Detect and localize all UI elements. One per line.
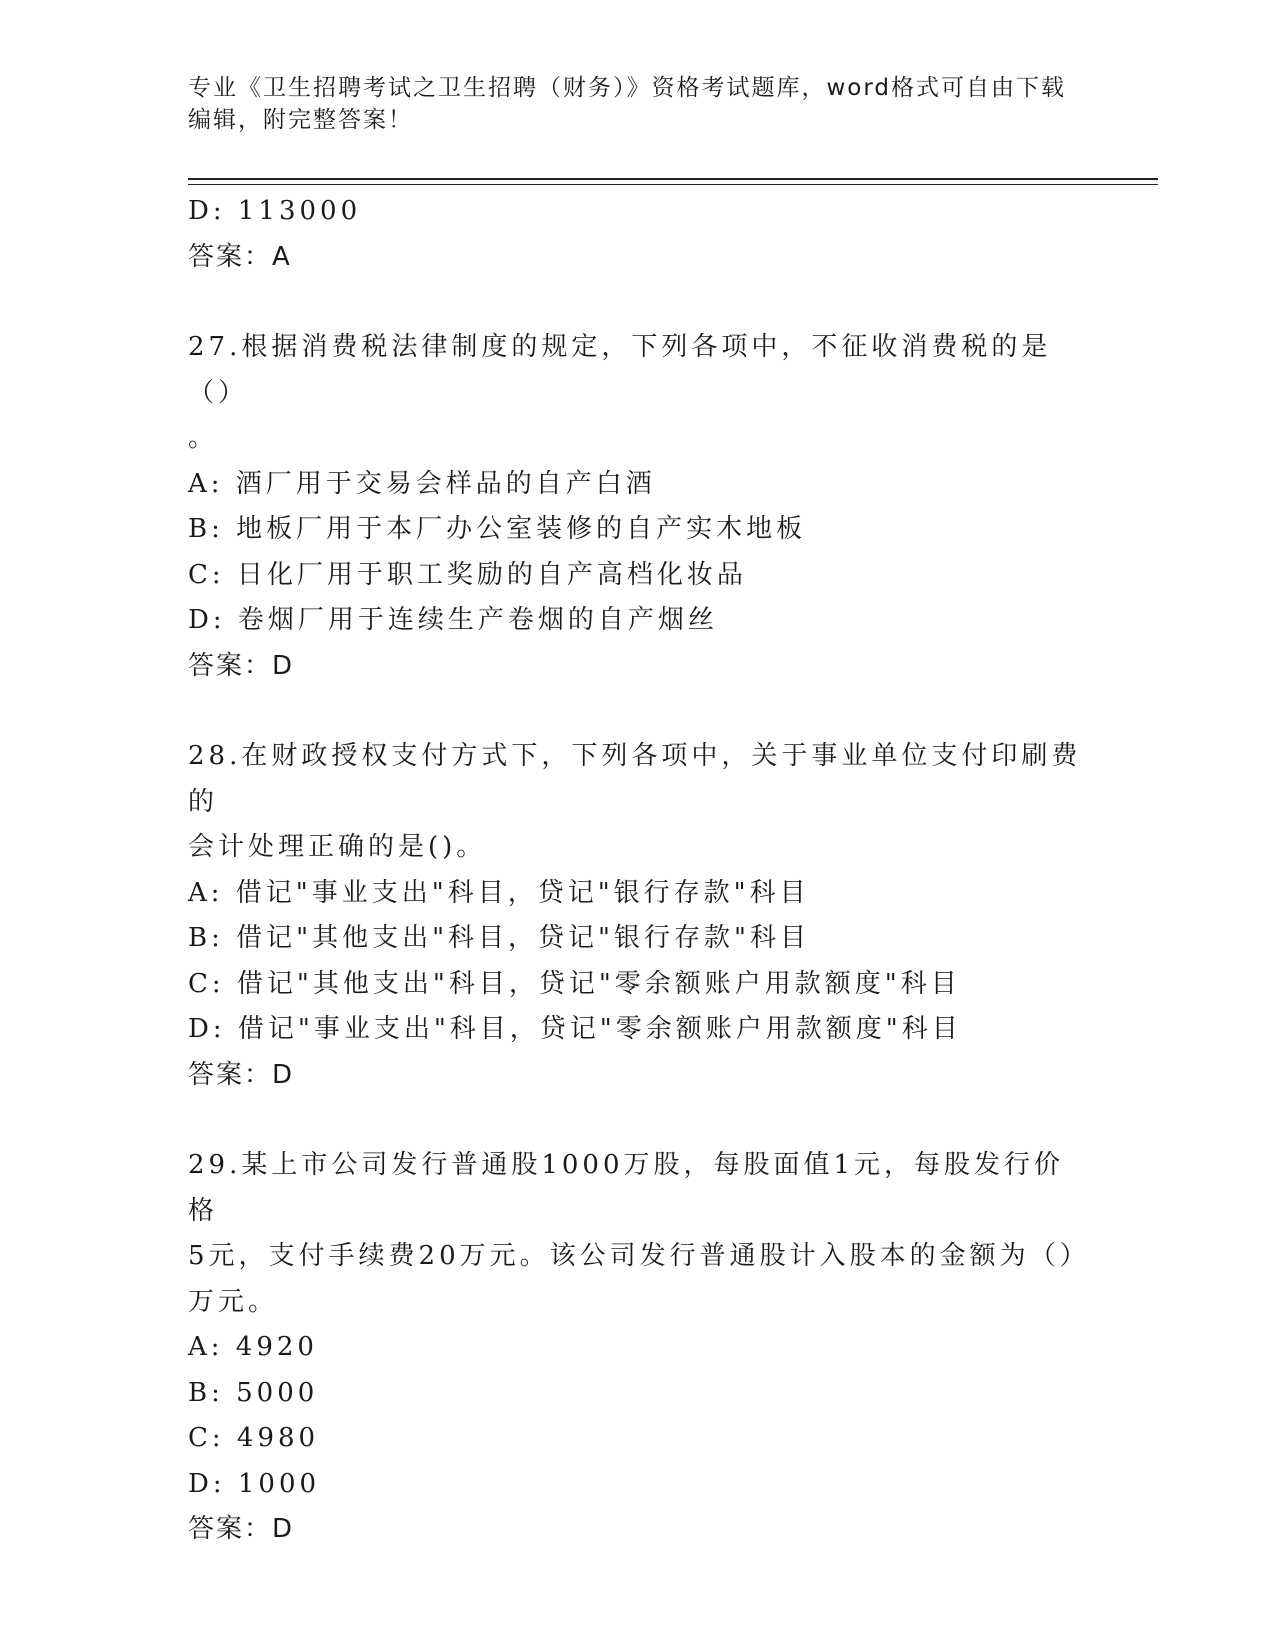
answer-line: 答案：D xyxy=(188,1514,295,1544)
option-a: A: 借记"事业支出"科目，贷记"银行存款"科目 xyxy=(188,877,810,908)
option-b: B: 5000 xyxy=(188,1377,319,1408)
option-a: A: 4920 xyxy=(188,1332,318,1362)
option-b: B: 借记"其他支出"科目，贷记"银行存款"科目 xyxy=(188,923,810,953)
spacer xyxy=(188,1098,1088,1143)
option-c: C: 日化厂用于职工奖励的自产高档化妆品 xyxy=(188,559,747,590)
header-divider-thick xyxy=(188,178,1158,180)
option-c: C: 4980 xyxy=(188,1423,320,1453)
option-a: A: 酒厂用于交易会样品的自产白酒 xyxy=(188,468,656,499)
option-c: C: 借记"其他支出"科目，贷记"零余额账户用款额度"科目 xyxy=(188,968,961,999)
header-line-1: 专业《卫生招聘考试之卫生招聘（财务）》资格考试题库，word格式可自由下载 xyxy=(188,75,1067,101)
question-29 xyxy=(188,1143,1088,1553)
question-stem-continued: 万元。 xyxy=(188,1286,279,1317)
question-27 xyxy=(188,325,1088,689)
question-28 xyxy=(188,734,1088,1098)
question-stem: 27.根据消费税法律制度的规定，下列各项中，不征收消费税的是（） xyxy=(188,332,1052,408)
header-line-2: 编辑，附完整答案！ xyxy=(188,107,413,133)
document-header xyxy=(188,72,1088,136)
question-stem-continued: 。 xyxy=(188,423,219,453)
question-stem: 28.在财政授权支付方式下，下列各项中，关于事业单位支付印刷费的 xyxy=(188,741,1082,817)
question-26-tail xyxy=(188,189,1088,280)
question-stem: 29.某上市公司发行普通股1000万股，每股面值1元，每股发行价格 xyxy=(188,1150,1065,1226)
option-b: B: 地板厂用于本厂办公室装修的自产实木地板 xyxy=(188,514,807,544)
option-d: D: 借记"事业支出"科目，贷记"零余额账户用款额度"科目 xyxy=(188,1014,962,1044)
spacer xyxy=(188,280,1088,325)
question-list xyxy=(188,189,1088,1553)
option-d: D: 1000 xyxy=(188,1468,321,1499)
question-stem-continued: 5元，支付手续费20万元。该公司发行普通股计入股本的金额为（） xyxy=(188,1241,1090,1271)
header-divider-thin xyxy=(188,184,1158,185)
question-stem-continued: 会计处理正确的是()。 xyxy=(188,832,487,862)
answer-line: 答案：D xyxy=(188,1059,295,1090)
answer-line: 答案：A xyxy=(188,241,292,272)
option-d: D: 113000 xyxy=(188,196,362,226)
spacer xyxy=(188,689,1088,734)
option-d: D: 卷烟厂用于连续生产卷烟的自产烟丝 xyxy=(188,605,718,635)
answer-line: 答案：D xyxy=(188,650,295,681)
